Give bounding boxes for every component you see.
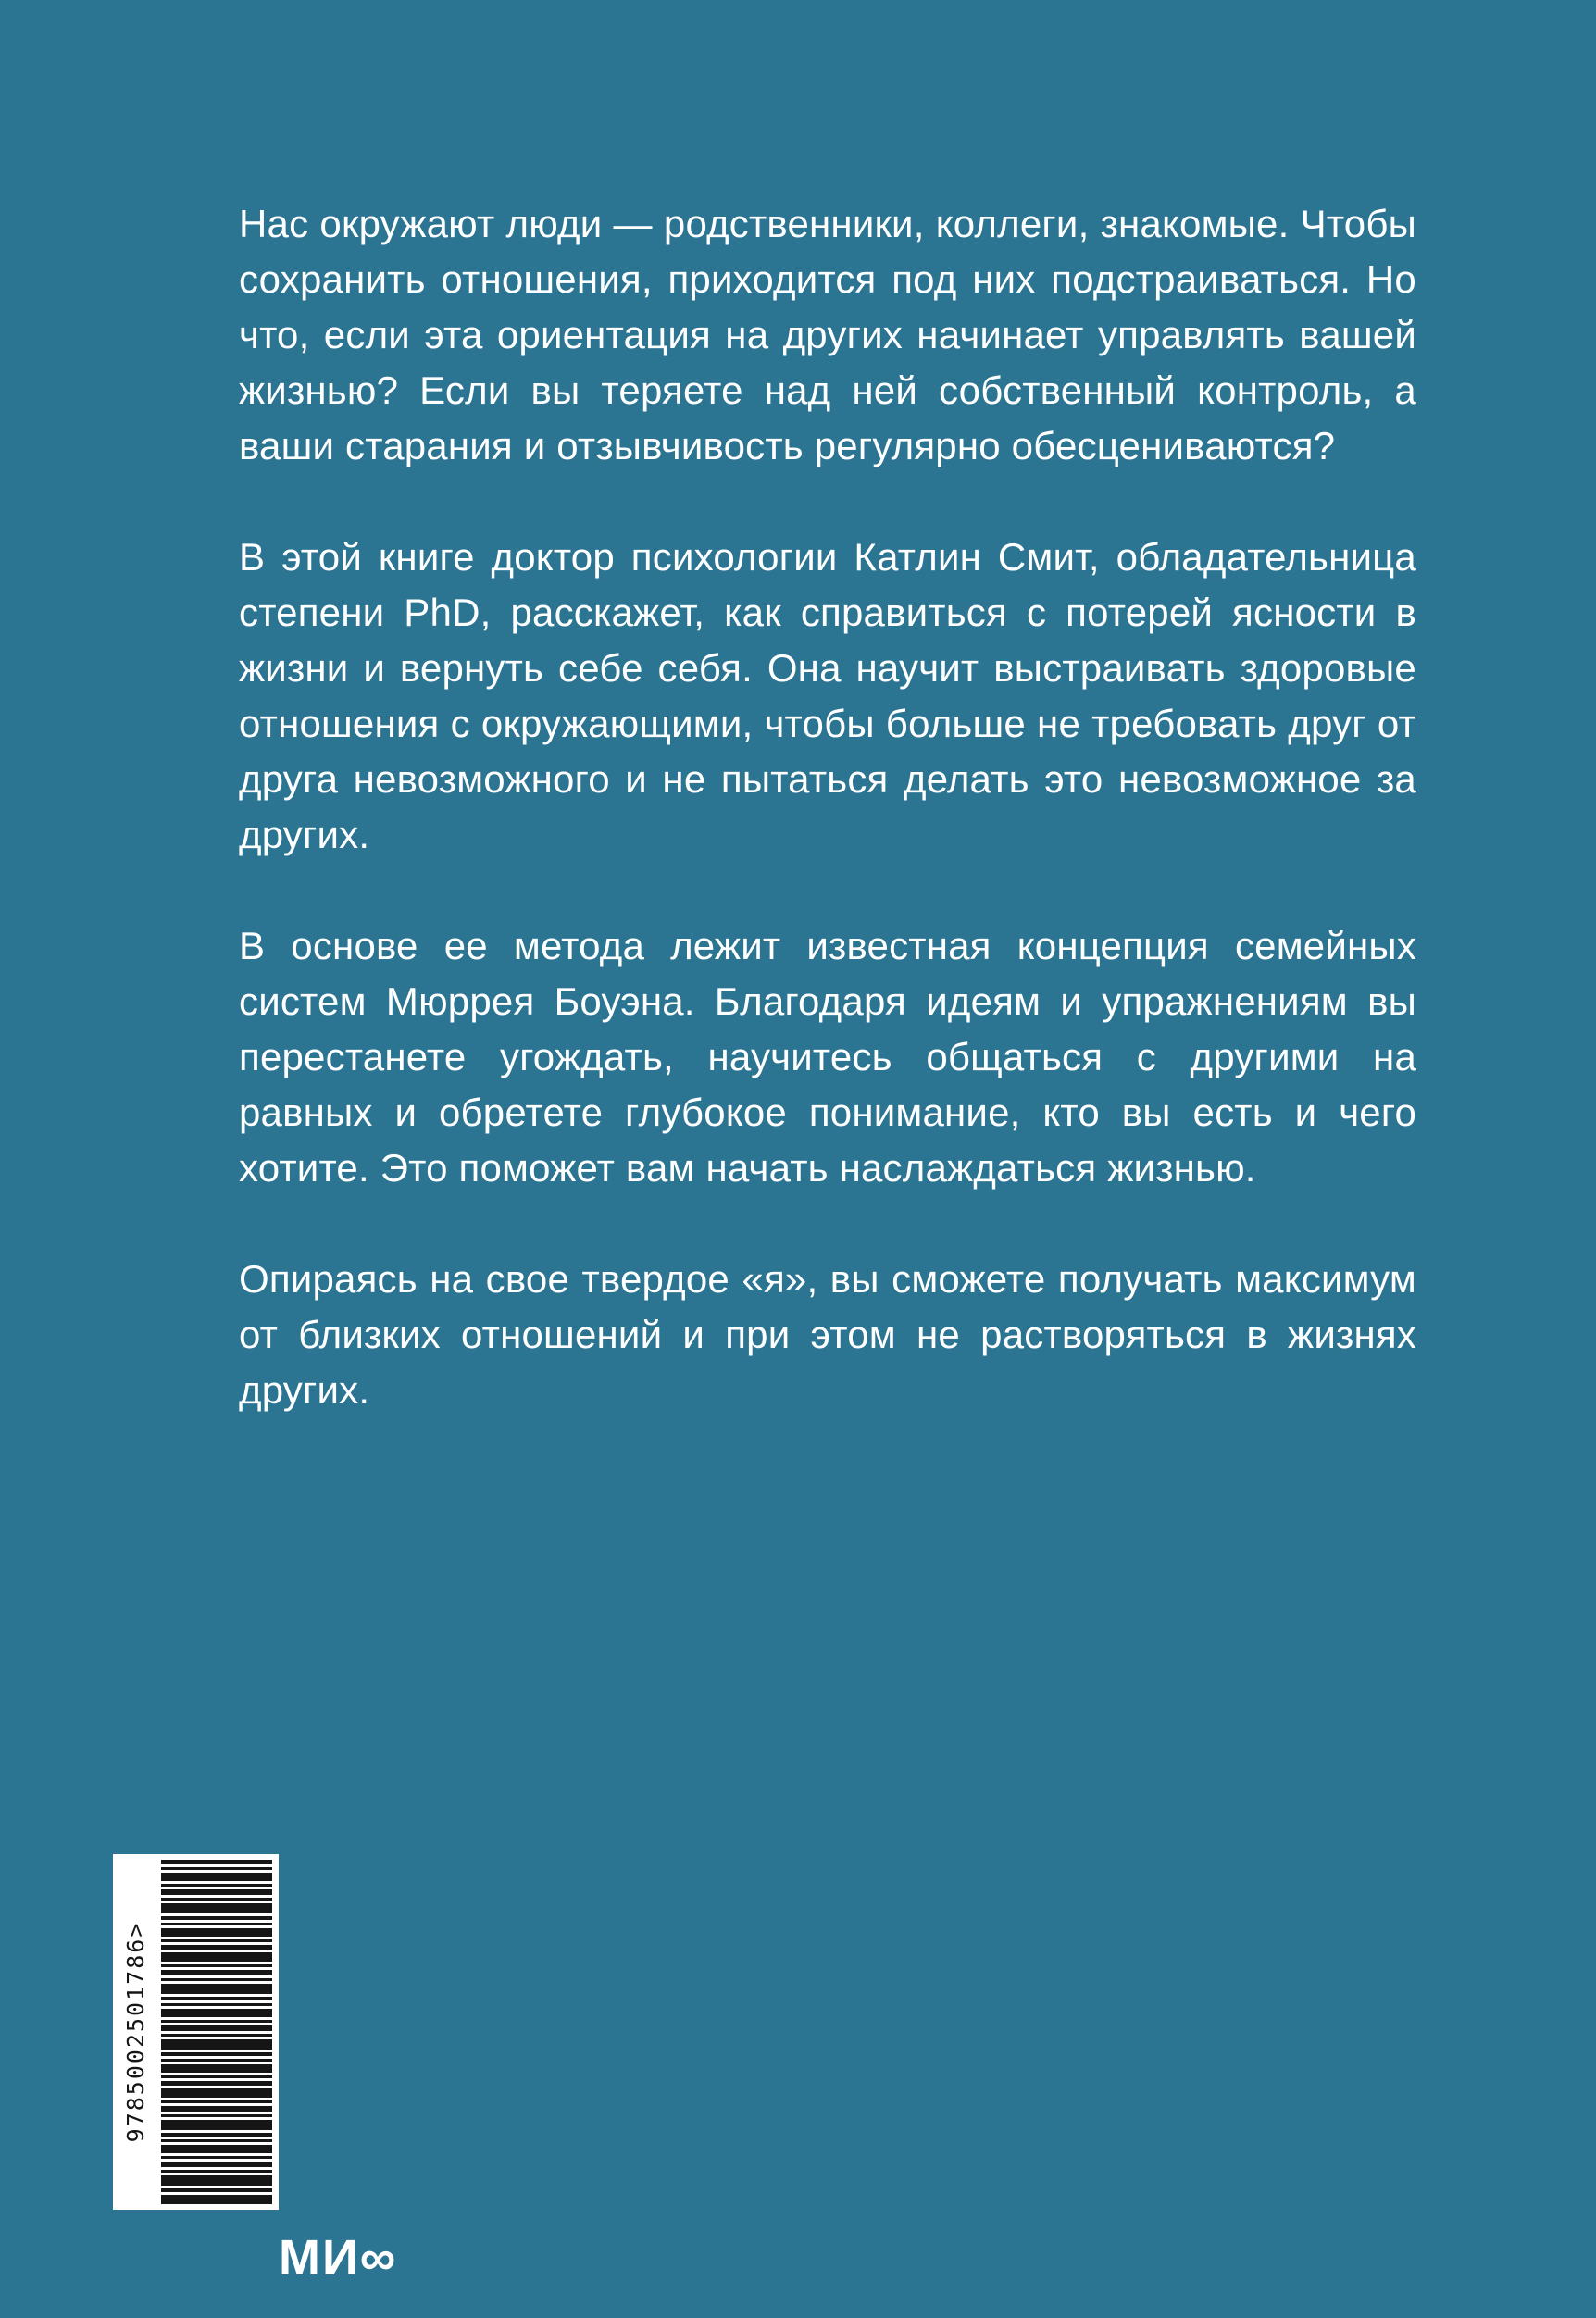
annotation-paragraph: Опираясь на свое твердое «я», вы сможете получать максимум от близких отношений и при этом не растворяться в жизнях других. <box>239 1257 1416 1412</box>
barcode-number: 9785002501786> <box>122 1921 149 2143</box>
barcode-bars-icon <box>161 1860 272 2204</box>
barcode <box>113 1854 279 2210</box>
annotation-paragraph: В основе ее метода лежит известная концепция семейных систем Мюррея Боуэна. Благодаря идеям и упражнениям вы перестанете угождать, научитесь общаться с другими на равных и обретете глубокое понимание, кто вы есть и чего хотите. Это поможет вам начать наслаждаться жизнью. <box>239 924 1416 1190</box>
publisher-logo: МИ∞ <box>279 2230 398 2286</box>
annotation-paragraph: Нас окружают люди — родственники, коллеги, знакомые. Чтобы сохранить отношения, приходится под них подстраиваться. Но что, если эта ориентация на других начинает управлять вашей жизнью? Если вы теряете над ней собственный контроль, а ваши старания и отзывчивость регулярно обесцениваются? <box>239 202 1416 467</box>
annotation-text <box>239 196 1416 1474</box>
annotation-paragraph: В этой книге доктор психологии Катлин Смит, обладательница степени PhD, расскажет, как справиться с потерей ясности в жизни и вернуть себе себя. Она научит выстраивать здоровые отношения с окружающими, чтобы больше не требовать друг от друга невозможного и не пытаться делать это невозможное за других. <box>239 535 1416 856</box>
